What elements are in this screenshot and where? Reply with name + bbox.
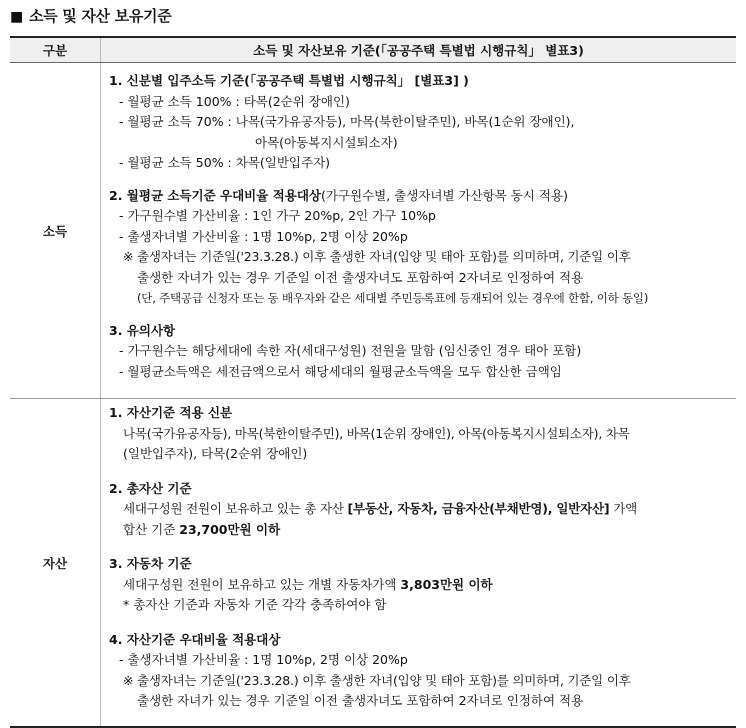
asset-s2-heading: 2. 총자산 기준 xyxy=(109,480,192,496)
income-s2-note2: 출생한 자녀가 있는 경우 기준일 이전 출생자녀도 포함하여 2자녀로 인정하여 적용 xyxy=(137,269,584,285)
income-row xyxy=(10,63,736,399)
asset-s2-line2b: 23,700만원 이하 xyxy=(179,521,281,537)
asset-s2-line2a: 합산 기준 xyxy=(123,521,180,537)
header-category: 구분 xyxy=(10,37,101,63)
asset-s2-line1 xyxy=(109,499,730,520)
asset-s3-heading: 3. 자동차 기준 xyxy=(109,556,192,571)
asset-s1-heading: 1. 자산기준 적용 신분 xyxy=(109,405,233,420)
income-s2-heading-bold: 2. 월평균 소득기준 우대비율 적용대상 xyxy=(109,187,321,203)
table-header-row xyxy=(10,37,736,63)
asset-s2-line1a: 세대구성원 전원이 보유하고 있는 총 자산 xyxy=(123,501,344,516)
asset-s2-line1b: [부동산, 자동차, 금융자산(부채반영), 일반자산] xyxy=(347,501,610,516)
asset-label: 자산 xyxy=(10,399,101,728)
section-title xyxy=(10,5,171,26)
header-criteria: 소득 및 자산보유 기준(「공공주택 특별법 시행규칙」 별표3) xyxy=(101,37,737,63)
asset-s3-line1a: 세대구성원 전원이 보유하고 있는 개별 자동차가액 xyxy=(123,576,401,592)
asset-s2-line2 xyxy=(109,520,730,541)
income-s1-line2b: 아목(아동복지시설퇴소자) xyxy=(255,134,398,150)
asset-s3-line1 xyxy=(109,575,730,596)
income-s1-line2: - 월평균 소득 70% : 나목(국가유공자등), 마목(북한이탈주민), 바목(1순위 장애인), xyxy=(119,114,575,129)
asset-s3-line1b: 3,803만원 이하 xyxy=(400,576,493,592)
income-s1-heading: 1. 신분별 입주소득 기준(「공공주택 특별법 시행규칙」 [별표3] ) xyxy=(109,73,469,88)
asset-row xyxy=(10,399,736,728)
income-content xyxy=(101,63,737,399)
asset-s4-heading: 4. 자산기준 우대비율 적용대상 xyxy=(109,631,281,647)
asset-s3-line2: * 총자산 기준과 자동차 기준 각각 충족하여야 함 xyxy=(123,597,387,612)
asset-content xyxy=(101,399,737,728)
income-s2-note1: ※ 출생자녀는 기준일('23.3.28.) 이후 출생한 자녀(입양 및 태아 포함)를 의미하며, 기준일 이후 xyxy=(123,249,631,264)
section-title-text: 소득 및 자산 보유기준 xyxy=(28,7,172,25)
income-s2-heading-rest: (가구원수별, 출생자녀별 가산항목 동시 적용) xyxy=(320,187,568,203)
asset-s2-line1c: 가액 xyxy=(609,501,637,516)
asset-s4-note2: 출생한 자녀가 있는 경우 기준일 이전 출생자녀도 포함하여 2자녀로 인정하여 적용 xyxy=(137,693,584,708)
asset-s4-note1: ※ 출생자녀는 기준일('23.3.28.) 이후 출생한 자녀(입양 및 태아 포함)를 의미하며, 기준일 이후 xyxy=(123,672,631,688)
income-s2-heading xyxy=(109,186,730,207)
income-s3-line1: - 가구원수는 해당세대에 속한 자(세대구성원) 전원을 말함 (임신중인 경우 태아 포함) xyxy=(119,343,582,358)
asset-s1-line1: 나목(국가유공자등), 마목(북한이탈주민), 바목(1순위 장애인), 아목(아동복지시설퇴소자), 차목 xyxy=(123,425,630,441)
asset-s4-line1: - 출생자녀별 가산비율 : 1명 10%p, 2명 이상 20%p xyxy=(119,652,408,667)
criteria-table xyxy=(10,36,736,728)
income-label: 소득 xyxy=(10,63,101,399)
income-s2-line1: - 가구원수별 가산비율 : 1인 가구 20%p, 2인 가구 10%p xyxy=(119,208,436,223)
income-s3-heading: 3. 유의사항 xyxy=(109,322,176,338)
square-bullet-icon: ■ xyxy=(10,9,23,25)
income-s1-line1: - 월평균 소득 100% : 타목(2순위 장애인) xyxy=(119,93,350,109)
income-s2-note3: (단, 주택공급 신청자 또는 동 배우자와 같은 세대별 주민등록표에 등재되어 있는 경우에 한함, 이하 동일) xyxy=(137,291,649,305)
asset-s1-line2: (일반입주자), 타목(2순위 장애인) xyxy=(123,446,308,461)
income-s2-line2: - 출생자녀별 가산비율 : 1명 10%p, 2명 이상 20%p xyxy=(119,228,408,244)
income-s3-line2: - 월평균소득액은 세전금액으로서 해당세대의 월평균소득액을 모두 합산한 금액임 xyxy=(119,363,562,379)
income-s1-line3: - 월평균 소득 50% : 차목(일반입주자) xyxy=(119,155,331,170)
